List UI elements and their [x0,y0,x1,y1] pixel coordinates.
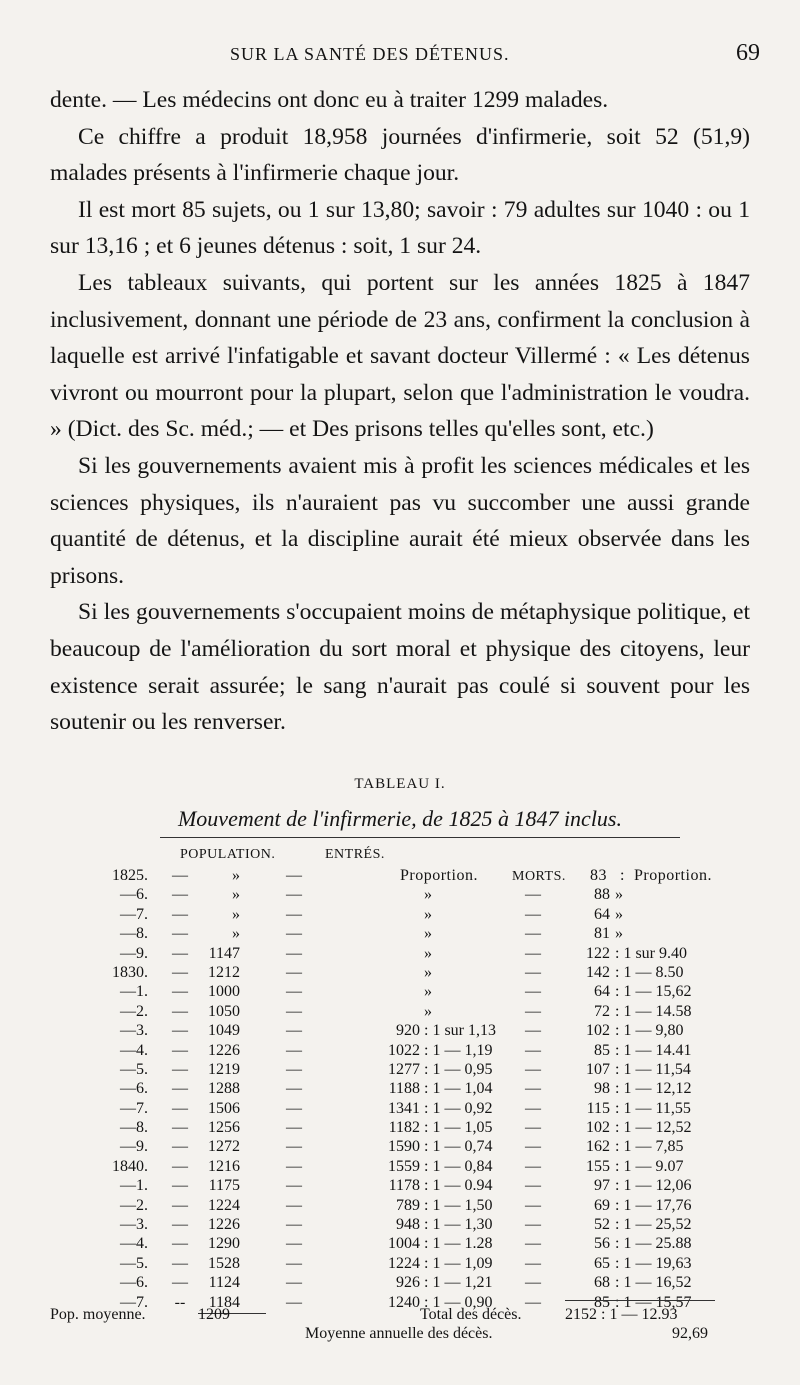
row-year: —2. [120,1002,148,1020]
row-entrees: 1240 [388,1293,420,1311]
table-row [0,1080,800,1099]
row-dash: — [525,1002,541,1020]
row-morts: 122 [586,944,610,962]
table-row [0,1216,800,1235]
row-year: —3. [120,1216,148,1234]
row-entrees: 1341 [388,1099,420,1117]
row-entrees-proportion: : 1 — 1.28 [424,1235,493,1253]
row-dash: — [172,1254,188,1272]
pop-moyenne-value: 1209 [198,1306,230,1323]
row-entrees: 1590 [388,1138,420,1156]
row-morts-proportion: : 1 — 8.50 [615,963,684,981]
row-dash: — [286,905,302,923]
row-dash: — [172,1060,188,1078]
row-dash: — [172,1177,188,1195]
row-entrees-proportion: : 1 — 1,04 [424,1080,493,1098]
row-dash: — [286,983,302,1001]
row-dash: — [172,1080,188,1098]
moyenne-annuelle-value: 92,69 [672,1325,708,1342]
row-dash: — [525,983,541,1001]
row-dash: — [525,1080,541,1098]
row-dash: — [525,1196,541,1214]
row-dash: — [286,1099,302,1117]
row-dash: — [286,1157,302,1175]
row-morts-proportion: » [615,886,623,904]
row-morts: 56 [594,1235,610,1253]
table-caption: Mouvement de l'infirmerie, de 1825 à 1847 inclus. [177,806,622,831]
row-population: » [232,886,240,904]
caption-rule [160,837,680,838]
row-morts-proportion: : 1 — 25,52 [615,1216,692,1234]
row-morts: 88 [594,886,610,904]
row-population: 1288 [208,1080,240,1098]
row-entrees-proportion: » [424,963,432,981]
row-dash: — [286,963,302,981]
row-morts: 69 [594,1196,610,1214]
row-dash: — [286,1060,302,1078]
row-year: —6. [120,1080,148,1098]
row-population: 1528 [208,1254,240,1272]
row-morts-proportion: : 1 — 12,52 [615,1119,692,1137]
row-morts: 155 [586,1157,610,1175]
row-dash: — [172,1099,188,1117]
row-morts-proportion: : 1 — 12,06 [615,1177,692,1195]
row-dash: — [286,886,302,904]
row-morts: 115 [586,1099,610,1117]
header-morts-first: 83 [590,867,607,884]
table-row [0,886,800,905]
table-row [0,1158,800,1177]
table-row [0,1022,800,1041]
row-population: 1184 [208,1293,240,1311]
row-year: —4. [120,1235,148,1253]
row-morts-proportion: : 1 — 9.07 [615,1157,684,1175]
row-dash: — [172,1274,188,1292]
row-population: 1216 [208,1157,240,1175]
row-year: —7. [120,905,148,923]
row-entrees-proportion: : 1 — 0.94 [424,1177,493,1195]
row-morts: 98 [594,1080,610,1098]
row-dash: — [172,867,188,884]
total-deces-label: Total des décès. [420,1306,522,1323]
row-morts: 142 [586,963,610,981]
table-row [0,964,800,983]
row-entrees-proportion: » [424,1002,432,1020]
row-dash: — [286,1274,302,1292]
row-population: 1226 [208,1216,240,1234]
row-entrees-proportion: : 1 — 1,21 [424,1274,493,1292]
row-dash: — [286,1216,302,1234]
table-row [0,1255,800,1274]
paragraph: Les tableaux suivants, qui portent sur les années 1825 à 1847 inclusivement, donnant une période de 23 ans, confirment la conclusion à laquelle est arrivé l'infatigable et savant docteur Villermé : « Les détenus vivront ou mourront pour la plupart, selon que l'administration le voudra. » (Dict. des Sc. méd.; — et Des prisons telles qu'elles sont, etc.) [50,269,750,443]
row-year: —6. [120,1274,148,1292]
row-morts-proportion: : 1 — 17,76 [615,1196,692,1214]
row-entrees: 1004 [388,1235,420,1253]
row-dash: — [525,1041,541,1059]
row-population: 1272 [208,1138,240,1156]
row-entrees: 1277 [388,1060,420,1078]
row-dash: — [286,1138,302,1156]
table-row [0,1274,800,1293]
row-dash: — [286,944,302,962]
row-entrees: 926 [396,1274,420,1292]
header-entrees: ENTRÉS. [325,847,385,862]
row-year: —3. [120,1022,148,1040]
row-year: 1825. [112,867,148,884]
row-entrees-proportion: » [424,983,432,1001]
row-dash: — [525,886,541,904]
row-dash: — [172,1157,188,1175]
row-entrees-proportion: » [424,886,432,904]
header-proportion-2: Proportion. [634,867,712,884]
row-entrees-proportion: : 1 sur 1,13 [424,1022,496,1040]
row-entrees-proportion: » [424,944,432,962]
row-dash: — [172,886,188,904]
table-row [0,983,800,1002]
row-morts-proportion: : 1 — 19,63 [615,1254,692,1272]
row-morts: 85 [594,1293,610,1311]
table-row [0,1003,800,1022]
row-dash: — [172,983,188,1001]
row-entrees: 1188 [388,1080,420,1098]
row-population: 1224 [208,1196,240,1214]
row-entrees: 948 [396,1216,420,1234]
deaths-sum-rule [565,1300,715,1301]
row-dash: — [286,1177,302,1195]
row-population: 1506 [208,1099,240,1117]
row-morts-proportion: : 1 — 15,57 [615,1293,692,1311]
row-year: —6. [120,886,148,904]
row-morts: 52 [594,1216,610,1234]
page-number: 69 [736,40,760,66]
row-morts: 97 [594,1177,610,1195]
row-population: 1256 [208,1119,240,1137]
row-dash: — [172,1041,188,1059]
row-population: 1049 [208,1022,240,1040]
row-year: —5. [120,1060,148,1078]
row-morts: 162 [586,1138,610,1156]
row-population: 1000 [208,983,240,1001]
table-row [0,1235,800,1254]
header-proportion: Proportion. [400,867,478,884]
row-morts-proportion: : 1 — 11,54 [615,1060,691,1078]
row-dash: — [525,1274,541,1292]
row-population: 1219 [208,1060,240,1078]
row-morts-proportion: : 1 sur 9.40 [615,944,687,962]
row-entrees-proportion: : 1 — 1,09 [424,1254,493,1272]
row-morts: 102 [586,1119,610,1137]
row-population: » [232,905,240,923]
row-morts: 85 [594,1041,610,1059]
row-dash: — [525,1022,541,1040]
row-year: —5. [120,1254,148,1272]
row-year: —9. [120,944,148,962]
row-morts-proportion: : 1 — 14.41 [615,1041,692,1059]
row-morts-proportion: » [615,925,623,943]
row-population: 1147 [208,944,240,962]
total-deces-value: 2152 : 1 — 12.93 [565,1306,678,1323]
row-dash: — [172,963,188,981]
table-row [0,1042,800,1061]
row-entrees-proportion: : 1 — 1,19 [424,1041,493,1059]
row-dash: — [525,1216,541,1234]
row-dash: — [525,1157,541,1175]
table-row [0,1138,800,1157]
paragraph: Ce chiffre a produit 18,958 journées d'infirmerie, soit 52 (51,9) malades présents à l'infirmerie chaque jour. [50,123,750,187]
row-year: —1. [120,1177,148,1195]
row-dash: — [525,1254,541,1272]
row-dash: — [172,1138,188,1156]
row-dash: — [172,1022,188,1040]
row-year: —2. [120,1196,148,1214]
row-dash: — [525,1060,541,1078]
row-dash: — [172,1196,188,1214]
row-morts-proportion: : 1 — 12,12 [615,1080,692,1098]
row-dash: — [172,1002,188,1020]
row-population: » [232,925,240,943]
row-dash: — [286,1002,302,1020]
row-dash: -- [174,1293,186,1311]
row-dash: — [286,1041,302,1059]
table-row [0,925,800,944]
row-entrees-proportion: : 1 — 0,84 [424,1157,493,1175]
row-morts: 81 [594,925,610,943]
row-entrees: 1182 [388,1119,420,1137]
row-morts-proportion: : 1 — 11,55 [615,1099,691,1117]
row-entrees: 1559 [388,1157,420,1175]
row-dash: — [286,867,302,884]
row-year: 1830. [112,963,148,981]
row-year: —8. [120,1119,148,1137]
row-dash: — [525,944,541,962]
table-row [0,867,800,886]
row-dash: — [286,1080,302,1098]
row-entrees: 1022 [388,1041,420,1059]
row-population: 1175 [208,1177,240,1195]
row-morts-proportion: : 1 — 16,52 [615,1274,692,1292]
row-dash: — [286,1254,302,1272]
row-morts: 107 [586,1060,610,1078]
row-entrees-proportion: : 1 — 1,05 [424,1119,493,1137]
row-entrees: 1224 [388,1254,420,1272]
table-body [0,867,800,1313]
row-morts: 68 [594,1274,610,1292]
header-morts: MORTS. [512,869,566,884]
row-dash: — [286,1022,302,1040]
row-year: —7. [120,1099,148,1117]
row-dash: — [286,1196,302,1214]
row-population: 1050 [208,1002,240,1020]
row-dash: — [172,1235,188,1253]
row-dash: — [286,1235,302,1253]
row-entrees: 920 [396,1022,420,1040]
row-morts: 64 [594,983,610,1001]
row-morts-proportion: : 1 — 14.58 [615,1002,692,1020]
row-dash: — [525,1099,541,1117]
running-title: SUR LA SANTÉ DES DÉTENUS. [230,44,510,64]
row-morts: 102 [586,1022,610,1040]
row-dash: — [525,905,541,923]
row-entrees-proportion: » [424,905,432,923]
row-entrees: 1178 [388,1177,420,1195]
table-row [0,945,800,964]
row-population: 1212 [208,963,240,981]
row-dash: — [172,1216,188,1234]
row-dash: — [286,1119,302,1137]
table-row [0,1177,800,1196]
row-morts: 64 [594,905,610,923]
paragraph: Il est mort 85 sujets, ou 1 sur 13,80; savoir : 79 adultes sur 1040 : ou 1 sur 13,16 ; et 6 jeunes détenus : soit, 1 sur 24. [50,196,750,260]
row-dash: — [172,944,188,962]
row-dash: — [525,925,541,943]
row-year: 1840. [112,1157,148,1175]
row-dash: — [286,925,302,943]
row-morts: 65 [594,1254,610,1272]
row-morts: 72 [594,1002,610,1020]
row-year: —8. [120,925,148,943]
body-text [50,82,750,741]
paragraph: Si les gouvernements avaient mis à profit les sciences médicales et les sciences physiques, ils n'auraient pas vu succomber une aussi grande quantité de détenus, et la discipline aurait été mieux observée dans les prisons. [50,452,750,589]
row-morts-proportion: : 1 — 7,85 [615,1138,684,1156]
row-dash: — [525,1119,541,1137]
row-morts-proportion: » [615,905,623,923]
moyenne-annuelle-label: Moyenne annuelle des décès. [305,1325,493,1342]
row-year: —1. [120,983,148,1001]
row-entrees-proportion: » [424,925,432,943]
row-year: —9. [120,1138,148,1156]
row-morts-proportion: : 1 — 15,62 [615,983,692,1001]
row-dash: — [172,1119,188,1137]
row-dash: — [525,1235,541,1253]
row-dash: — [286,1293,302,1311]
row-year: —7. [120,1293,148,1311]
row-dash: — [525,1138,541,1156]
row-population: 1226 [208,1041,240,1059]
paragraph: Si les gouvernements s'occupaient moins de métaphysique politique, et beaucoup de l'amélioration du sort moral et physique des citoyens, leur existence serait assurée; le sang n'aurait pas coulé si souvent pour les soutenir ou les renverser. [50,599,750,736]
row-population: 1290 [208,1235,240,1253]
row-population: » [232,867,240,884]
table-row [0,1061,800,1080]
table-row [0,1119,800,1138]
row-morts-proportion: : 1 — 25.88 [615,1235,692,1253]
row-entrees-proportion: : 1 — 0,90 [424,1293,493,1311]
row-dash: — [172,905,188,923]
pop-moyenne-label: Pop. moyenne. [50,1306,146,1323]
header-morts-sep: : [620,867,625,884]
row-entrees-proportion: : 1 — 0,95 [424,1060,493,1078]
header-population: POPULATION. [180,847,276,862]
table-row [0,906,800,925]
table-label: TABLEAU I. [354,776,446,792]
page-header [0,40,800,74]
row-dash: — [525,963,541,981]
row-dash: — [525,1177,541,1195]
row-dash: — [172,925,188,943]
row-year: —4. [120,1041,148,1059]
row-morts-proportion: : 1 — 9,80 [615,1022,684,1040]
table-row [0,1197,800,1216]
table-row [0,1100,800,1119]
paragraph: dente. — Les médecins ont donc eu à traiter 1299 malades. [50,87,609,113]
row-population: 1124 [208,1274,240,1292]
row-dash: — [525,1293,541,1311]
row-entrees-proportion: : 1 — 0,92 [424,1099,493,1117]
row-entrees-proportion: : 1 — 1,30 [424,1216,493,1234]
row-entrees-proportion: : 1 — 1,50 [424,1196,493,1214]
row-entrees-proportion: : 1 — 0,74 [424,1138,493,1156]
row-entrees: 789 [396,1196,420,1214]
